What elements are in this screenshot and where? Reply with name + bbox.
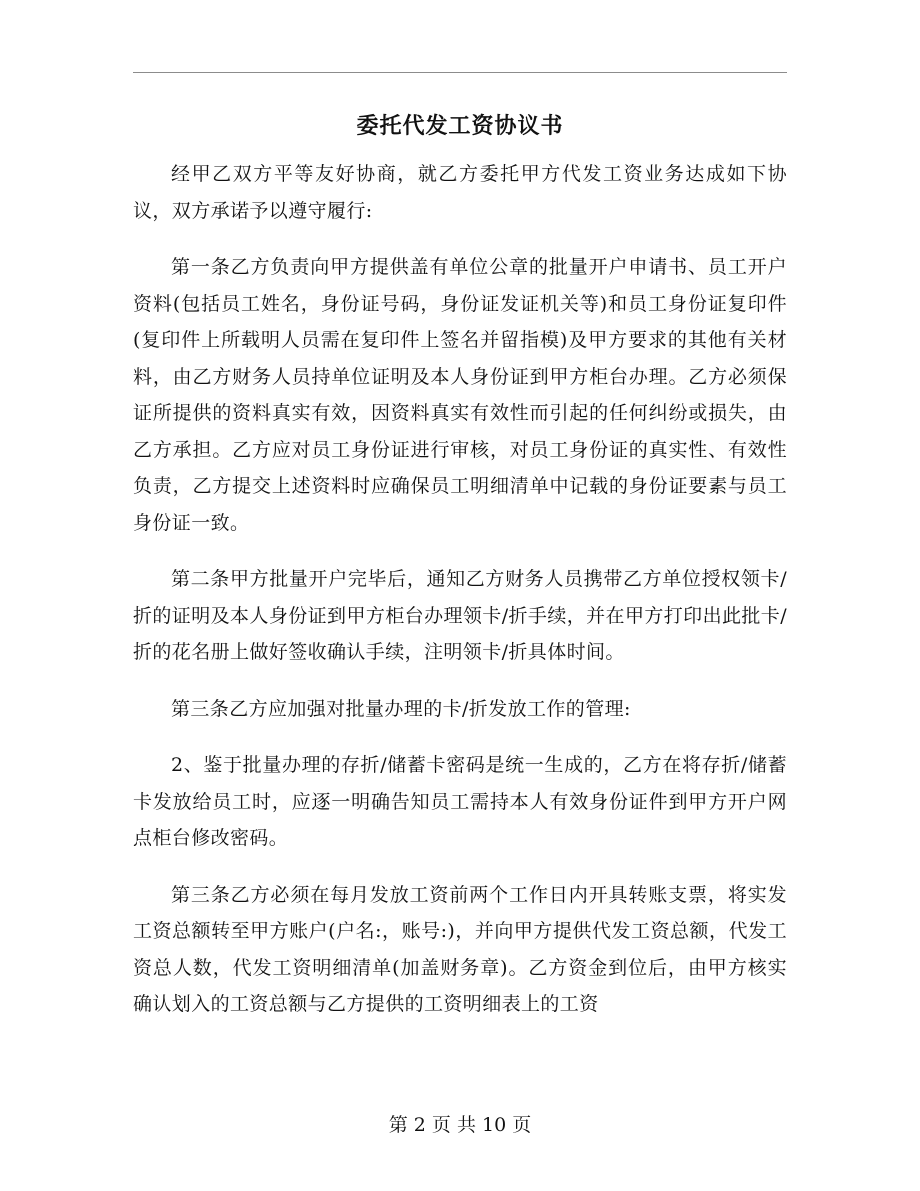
document-title: 委托代发工资协议书 — [356, 113, 564, 139]
paragraph-article-3: 第三条乙方应加强对批量办理的卡/折发放工作的管理: — [171, 697, 631, 720]
paragraph-intro: 经甲乙双方平等友好协商，就乙方委托甲方代发工资业务达成如下协议，双方承诺予以遵守履行: — [133, 163, 787, 222]
document-body — [133, 156, 787, 1043]
paragraph-article-1: 第一条乙方负责向甲方提供盖有单位公章的批量开户申请书、员工开户资料(包括员工姓名，身份证号码，身份证发证机关等)和员工身份证复印件(复印件上所载明人员需在复印件上签名并留指模)及甲方要求的其他有关材料，由乙方财务人员持单位证明及本人身份证到甲方柜台办理。乙方必须保证所提供的资料真实有效，因资料真实有效性而引起的任何纠纷或损失，由乙方承担。乙方应对员工身份证进行审核，对员工身份证的真实性、有效性负责，乙方提交上述资料时应确保员工明细清单中记载的身份证要素与员工身份证一致。 — [133, 256, 787, 534]
paragraph-article-2: 第二条甲方批量开户完毕后，通知乙方财务人员携带乙方单位授权领卡/折的证明及本人身份证到甲方柜台办理领卡/折手续，并在甲方打印出此批卡/折的花名册上做好签收确认手续，注明领卡/折具体时间。 — [133, 568, 787, 663]
header-rule — [133, 72, 787, 73]
page-number: 第 2 页 共 10 页 — [388, 1114, 532, 1136]
paragraph-item-2: 2、鉴于批量办理的存折/储蓄卡密码是统一生成的，乙方在将存折/储蓄卡发放给员工时，应逐一明确告知员工需持本人有效身份证件到甲方开户网点柜台修改密码。 — [133, 754, 787, 849]
paragraph-article-3b: 第三条乙方必须在每月发放工资前两个工作日内开具转账支票，将实发工资总额转至甲方账户(户名:，账号:)，并向甲方提供代发工资总额，代发工资总人数，代发工资明细清单(加盖财务章)。乙方资金到位后，由甲方核实确认划入的工资总额与乙方提供的工资明细表上的工资 — [133, 883, 787, 1015]
